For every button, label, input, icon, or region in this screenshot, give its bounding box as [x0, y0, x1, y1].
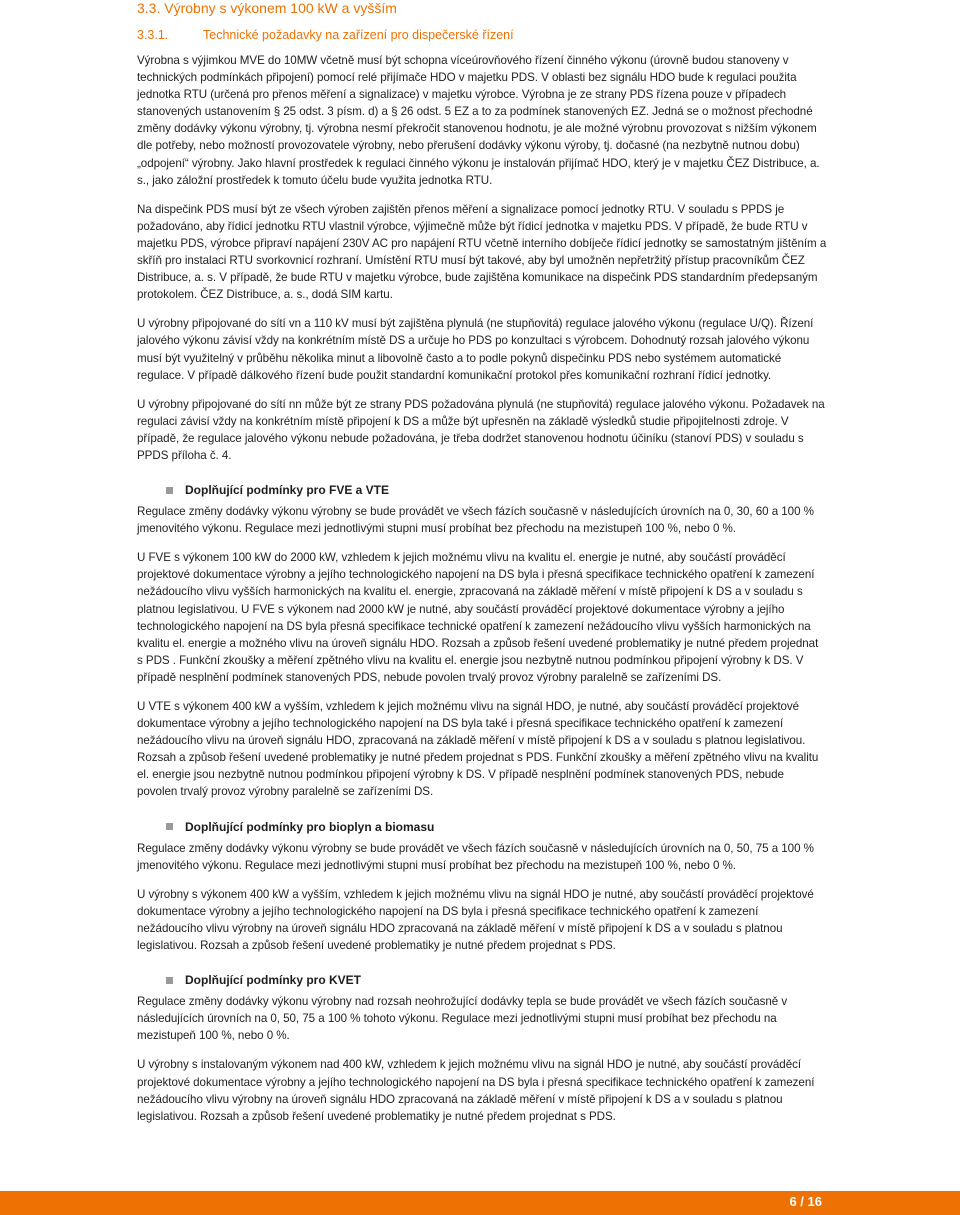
section-paragraph: U výrobny s výkonem 400 kW a vyšším, vzhledem k jejich možnému vlivu na signál HDO je nutné, aby součástí prováděcí projektové dokumentace výrobny a jejího technologického napojení na DS byla i přesná specifikace technického opatření k zamezení nežádoucího vlivu výrobny na úroveň signálu HDO zpracovaná na základě měření v místě připojení k DS a v souladu s platnou legislativou. Rozsah a způsob řešení uvedené problematiky je nutné předem projednat s PDS.	[137, 887, 814, 953]
section-paragraph: Regulace změny dodávky výkonu výrobny se bude provádět ve všech fázích současně v následujících úrovních na 0, 50, 75 a 100 % jmenovitého výkonu. Regulace mezi jednotlivými stupni musí probíhat bez přechodu na mezistupeň 100 %, nebo 0 %.	[137, 841, 814, 872]
document-body	[137, 52, 827, 1137]
intro-paragraph: Na dispečink PDS musí být ze všech výroben zajištěn přenos měření a signalizace pomocí jednotky RTU. V souladu s PPDS je požadováno, aby řídicí jednotku RTU vlastnil výrobce, výjimečně může být řídicí jednotka v majetku PDS. V případě, že bude RTU v majetku PDS, výrobce připraví napájení 230V AC pro napájení RTU včetně interního dobíječe řídicí jednotky se samostatným jištěním a skříň pro instalaci RTU svorkovnicí rozhraní. Umístění RTU musí být takové, aby byl umožněn nepřetržitý přístup pracovníkům ČEZ Distribuce, a. s. V případě, že bude RTU v majetku výrobce, bude zajištěna komunikace na dispečink PDS standardním předepsaným protokolem. ČEZ Distribuce, a. s., dodá SIM kartu.	[137, 202, 827, 302]
square-bullet-icon	[166, 487, 173, 494]
section-heading-kvet	[137, 972, 827, 988]
subsection-number: 3.3.1.	[137, 28, 169, 42]
intro-paragraph: Výrobna s výjimkou MVE do 10MW včetně musí být schopna víceúrovňového řízení činného výkonu (úrovně budou stanoveny v technických podmínkách připojení) pomocí relé přijímače HDO v majetku PDS. V oblasti bez signálu HDO bude k regulaci použita jednotka RTU (určená pro přenos měření a signalizace) v majetku výrobce. Výrobna je ze strany PDS řízena pouze v případech stanovených ustanovením § 25 odst. 3 písm. d) a § 26 odst. 5 EZ a to za podmínek stanovených EZ. Jedná se o možnost přechodné změny dodávky výkonu výrobny, tj. výrobna nesmí překročit stanovenou hodnotu, je ale možné výrobnu provozovat s nižším výkonem dle potřeby, nebo možností provozovatele výrobny, nebo přerušení dodávky výkonu výroby, tj. dočasné (na nezbytně nutnou dobu) „odpojení“ výrobny. Jako hlavní prostředek k regulaci činného výkonu je instalován přijímač HDO, který je v majetku ČEZ Distribuce, a. s., jako záložní prostředek k tomuto účelu bude využita jednotka RTU.	[137, 54, 820, 187]
square-bullet-icon	[166, 977, 173, 984]
section-paragraph: U výrobny s instalovaným výkonem nad 400 kW, vzhledem k jejich možnému vlivu na signál HDO je nutné, aby součástí prováděcí projektové dokumentace výrobny a jejího technologického napojení na DS byla i přesná specifikace technického opatření k zamezení nežádoucího vlivu výrobny na úroveň signálu HDO zpracovaná na základě měření v místě připojení k DS a v souladu s platnou legislativou. Rozsah a způsob řešení uvedené problematiky je nutné předem projednat s PDS.	[137, 1058, 815, 1123]
section-heading-fve-vte	[137, 482, 827, 498]
section-heading-text: Doplňující podmínky pro FVE a VTE	[185, 483, 390, 498]
section-heading-bioplyn	[137, 819, 827, 835]
section-paragraph: Regulace změny dodávky výkonu výrobny nad rozsah neohrožující dodávky tepla se bude provádět ve všech fázích současně v následujících úrovních na 0, 50, 75 a 100 % tohoto výkonu. Regulace mezi jednotlivými stupni musí probíhat bez přechodu na mezistupeň 100 %, nebo 0 %.	[137, 995, 788, 1043]
section-paragraph: U FVE s výkonem 100 kW do 2000 kW, vzhledem k jejich možnému vlivu na kvalitu el. energie je nutné, aby součástí prováděcí projektové dokumentace výrobny a jejího technologického napojení na DS byla i přesná specifikace technického opatření k zamezení nežádoucího vlivu vyšších harmonických na kvalitu el. energie, zpracovaná na základě měření v místě připojení k DS a v souladu s platnou legislativou. U FVE s výkonem nad 2000 kW je nutné, aby součástí prováděcí projektové dokumentace výrobny a jejího technologického napojení na DS byla přesná specifikace technické opatření k zamezení nežádoucího vlivu vyšších harmonických na kvalitu el. energie a možného vlivu na úroveň signálu HDO. Rozsah a způsob řešení uvedené problematiky je nutné předem projednat s PDS . Funkční zkoušky a měření zpětného vlivu na kvalitu el. energie jsou nezbytně nutnou podmínkou připojení výrobny k DS. V případě nesplnění podmínek stanovených PDS, nebude povolen trvalý provoz výrobny paralelně se zařízeními DS.	[137, 551, 819, 684]
intro-paragraph: U výrobny připojované do sítí vn a 110 kV musí být zajištěna plynulá (ne stupňovitá) regulace jalového výkonu (regulace U/Q). Řízení jalového výkonu závisí vždy na konkrétním místě DS a určuje ho PDS po konzultaci s výrobcem. Dohodnutý rozsah jalového výkonu musí být využitelný v průběhu několika minut a libovolně často a to podle pokynů dispečinku PDS nebo systémem automatické regulace. V případě dálkového řízení bude použit standardní komunikační protokol přes komunikační rozhraní řídicí jednotky.	[137, 317, 814, 382]
intro-paragraph: U výrobny připojované do sítí nn může být ze strany PDS požadována plynulá (ne stupňovitá) regulace jalového výkonu. Požadavek na regulaci závisí vždy na konkrétním místě připojení k DS a může být upřesněn na základě výsledků studie připojitelnosti zdroje. V případě, že regulace jalového výkonu nebude požadována, je třeba dodržet stanovenou hodnotu účiníku (stanoví PDS) v souladu s PPDS příloha č. 4.	[137, 397, 825, 462]
subsection-title: Technické požadavky na zařízení pro dispečerské řízení	[203, 28, 514, 42]
subsection-heading	[137, 28, 514, 42]
section-paragraph: U VTE s výkonem 400 kW a vyšším, vzhledem k jejich možnému vlivu na signál HDO, je nutné, aby součástí prováděcí projektové dokumentace výrobny a jejího technologického napojení na DS byla také i přesná specifikace technického opatření k zamezení nežádoucího vlivu na úroveň signálu HDO, zpracovaná na základě měření v místě připojení k DS a v souladu s platnou legislativou. Rozsah a způsob řešení uvedené problematiky je nutné předem projednat s PDS. Funkční zkoušky a měření zpětného vlivu na kvalitu el. energie jsou nezbytně nutnou podmínkou připojení výrobny k DS. V případě nesplnění podmínek stanovených PDS, nebude povolen trvalý provoz výrobny paralelně se zařízeními DS.	[137, 700, 819, 799]
section-heading: 3.3. Výrobny s výkonem 100 kW a vyšším	[137, 0, 397, 16]
square-bullet-icon	[166, 823, 173, 830]
section-heading-text: Doplňující podmínky pro bioplyn a biomasu	[185, 819, 435, 834]
page-number: 6 / 16	[789, 1194, 822, 1209]
section-heading-text: Doplňující podmínky pro KVET	[185, 973, 362, 988]
section-paragraph: Regulace změny dodávky výkonu výrobny se bude provádět ve všech fázích současně v následujících úrovních na 0, 30, 60 a 100 % jmenovitého výkonu. Regulace mezi jednotlivými stupni musí probíhat bez přechodu na mezistupeň 100 %, nebo 0 %.	[137, 505, 814, 536]
